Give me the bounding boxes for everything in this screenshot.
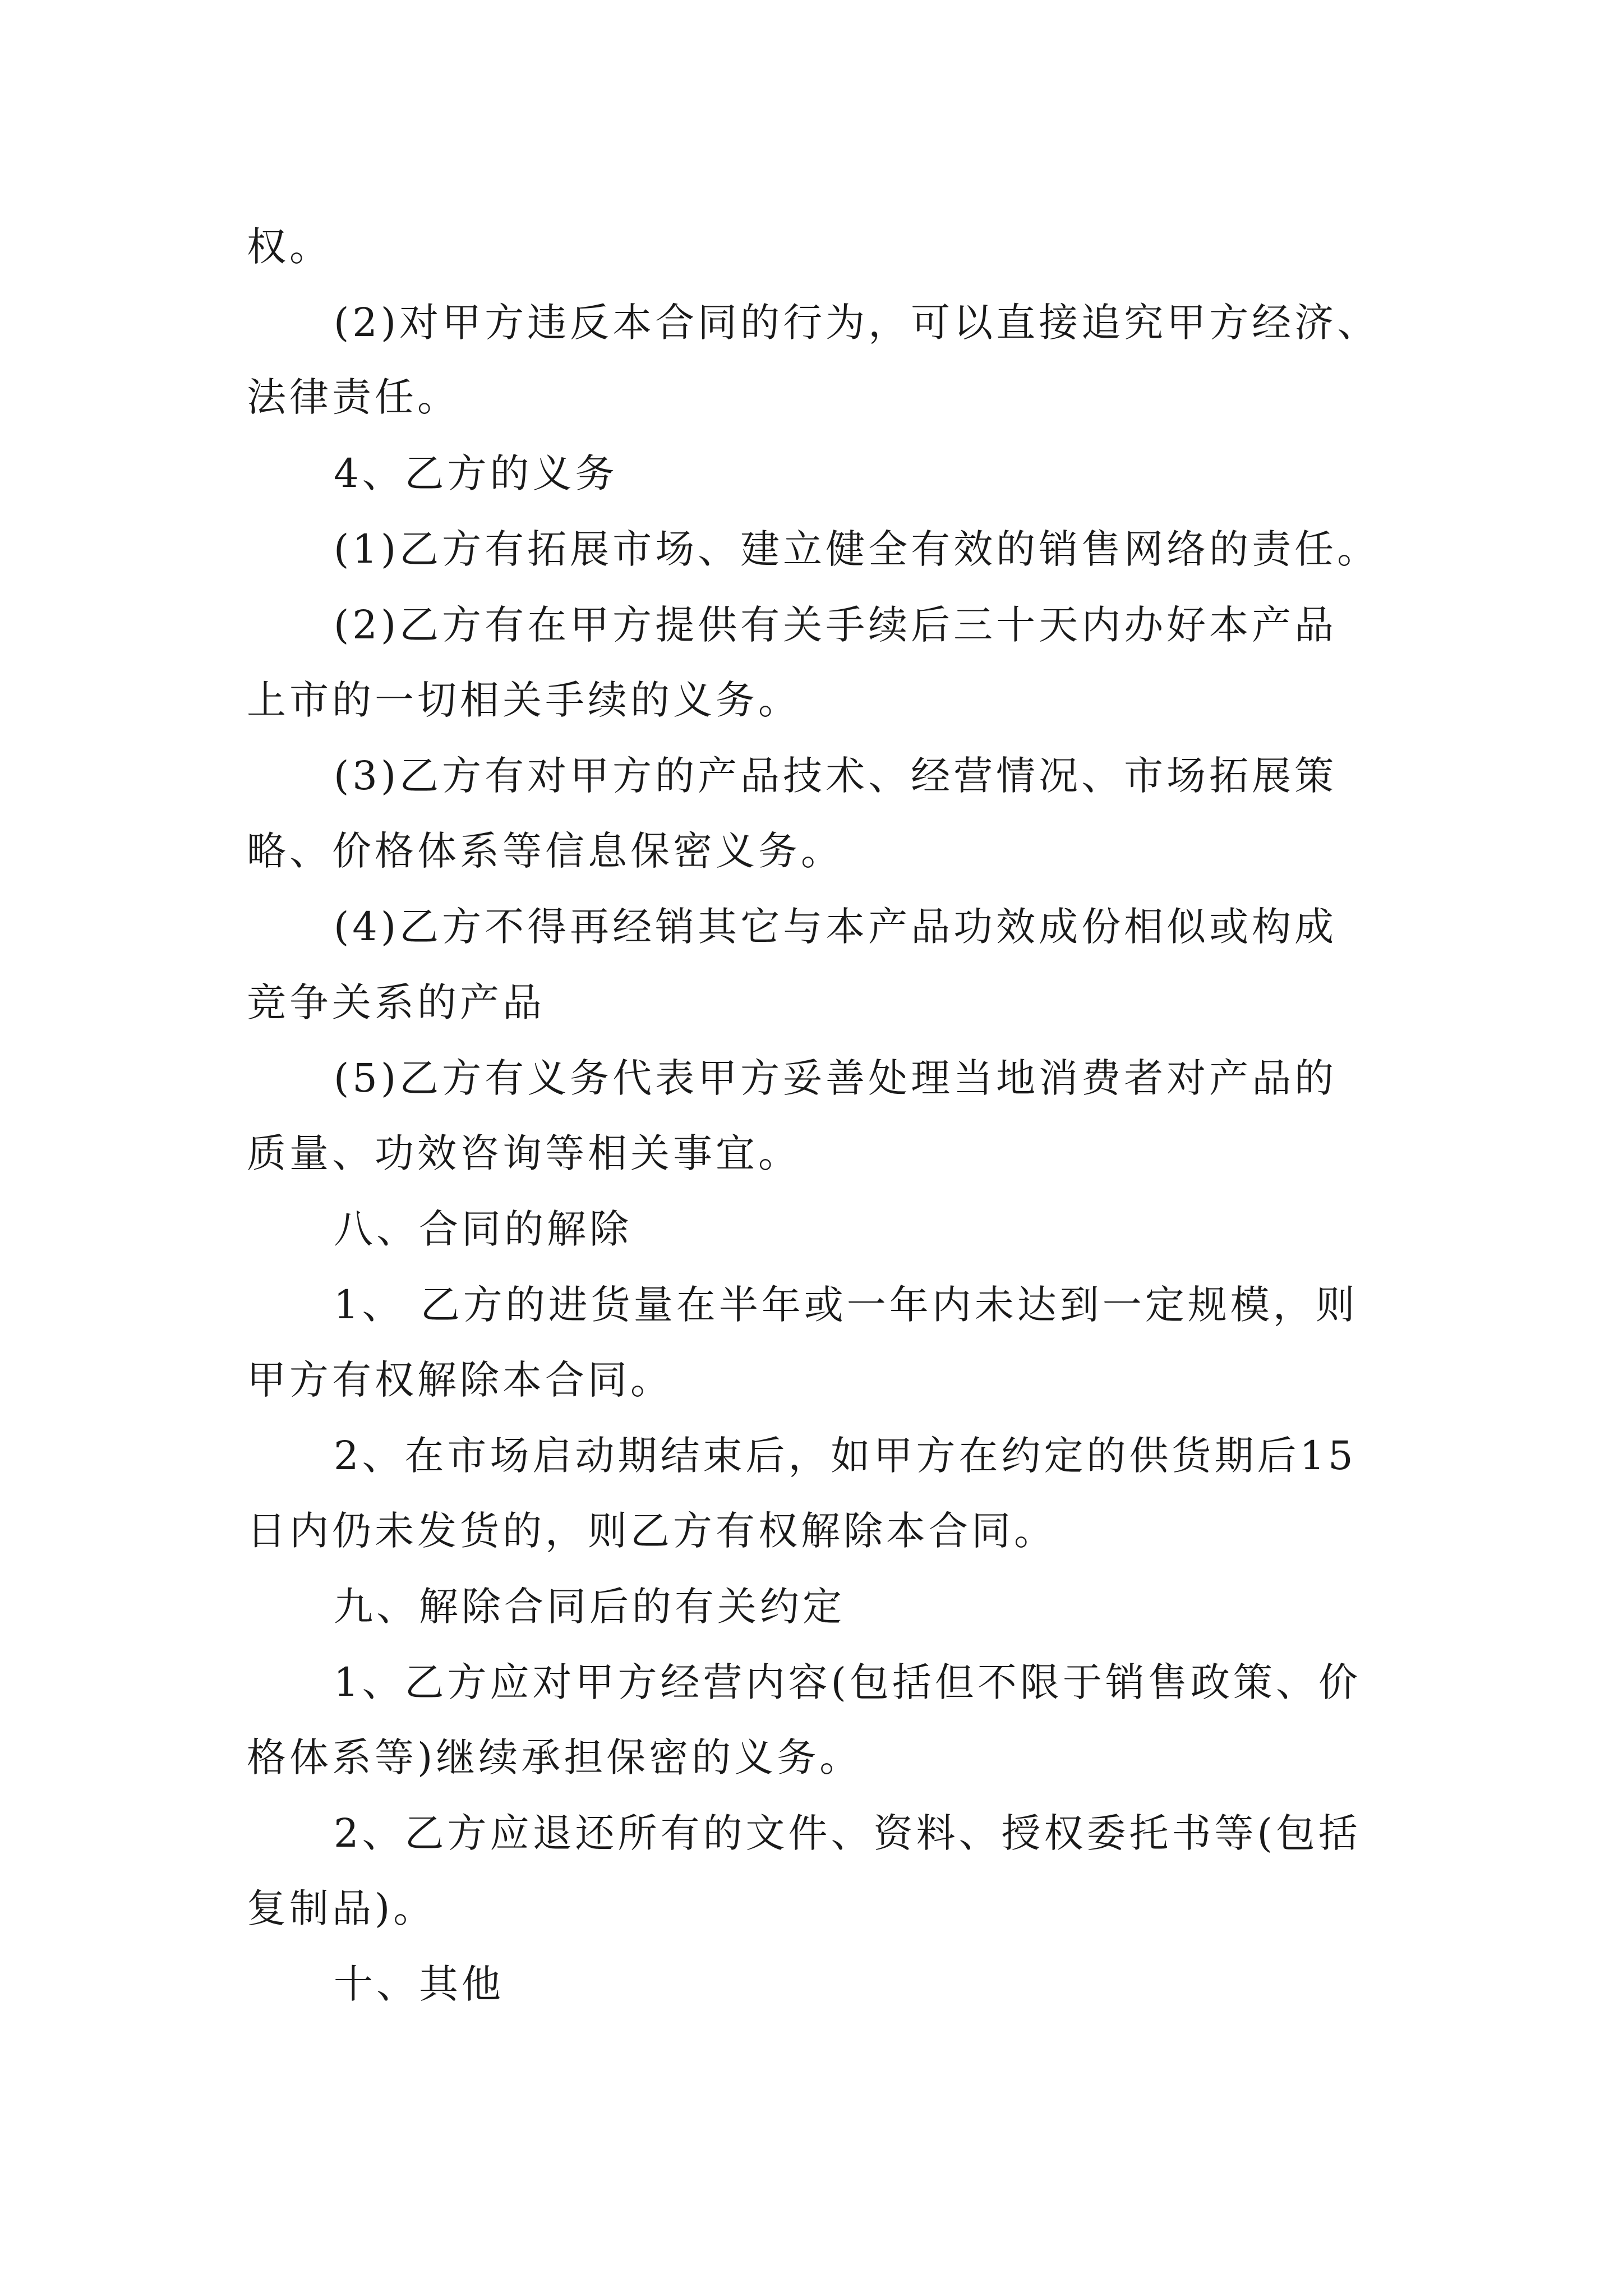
text-line-13: 质量、功效咨询等相关事宜。 [247,1130,801,1176]
text-line-17: 2、在市场启动期结束后，如甲方在约定的供货期后15 [334,1433,1357,1479]
text-line-10: (4)乙方不得再经销其它与本产品功效成份相似或构成 [334,904,1338,950]
text-line-1: 权。 [247,224,332,270]
text-line-11: 竞争关系的产品 [247,979,545,1025]
text-line-7: 上市的一切相关手续的义务。 [247,677,801,723]
text-line-6: (2)乙方有在甲方提供有关手续后三十天内办好本产品 [334,602,1338,648]
text-line-21: 格体系等)继续承担保密的义务。 [247,1734,863,1780]
text-line-18: 日内仍未发货的，则乙方有权解除本合同。 [247,1508,1057,1554]
section-heading-party-b-obligations: 4、乙方的义务 [334,450,618,496]
text-line-12: (5)乙方有义务代表甲方妥善处理当地消费者对产品的 [334,1055,1338,1101]
text-line-22: 2、乙方应退还所有的文件、资料、授权委托书等(包括 [334,1810,1361,1856]
text-line-23: 复制品)。 [247,1885,436,1931]
text-line-8: (3)乙方有对甲方的产品技术、经营情况、市场拓展策 [334,753,1338,799]
text-line-5: (1)乙方有拓展市场、建立健全有效的销售网络的责任。 [334,526,1380,572]
text-line-2: (2)对甲方违反本合同的行为，可以直接追究甲方经济、 [334,300,1380,346]
section-heading-other: 十、其他 [334,1961,504,2007]
section-heading-termination: 八、合同的解除 [334,1206,632,1252]
text-line-15: 1、 乙方的进货量在半年或一年内未达到一定规模，则 [334,1282,1358,1328]
text-line-16: 甲方有权解除本合同。 [247,1357,673,1403]
section-heading-post-termination: 九、解除合同后的有关约定 [334,1584,845,1630]
text-line-3: 法律责任。 [247,374,460,420]
text-line-20: 1、乙方应对甲方经营内容(包括但不限于销售政策、价 [334,1659,1361,1705]
text-line-9: 略、价格体系等信息保密义务。 [247,828,843,874]
